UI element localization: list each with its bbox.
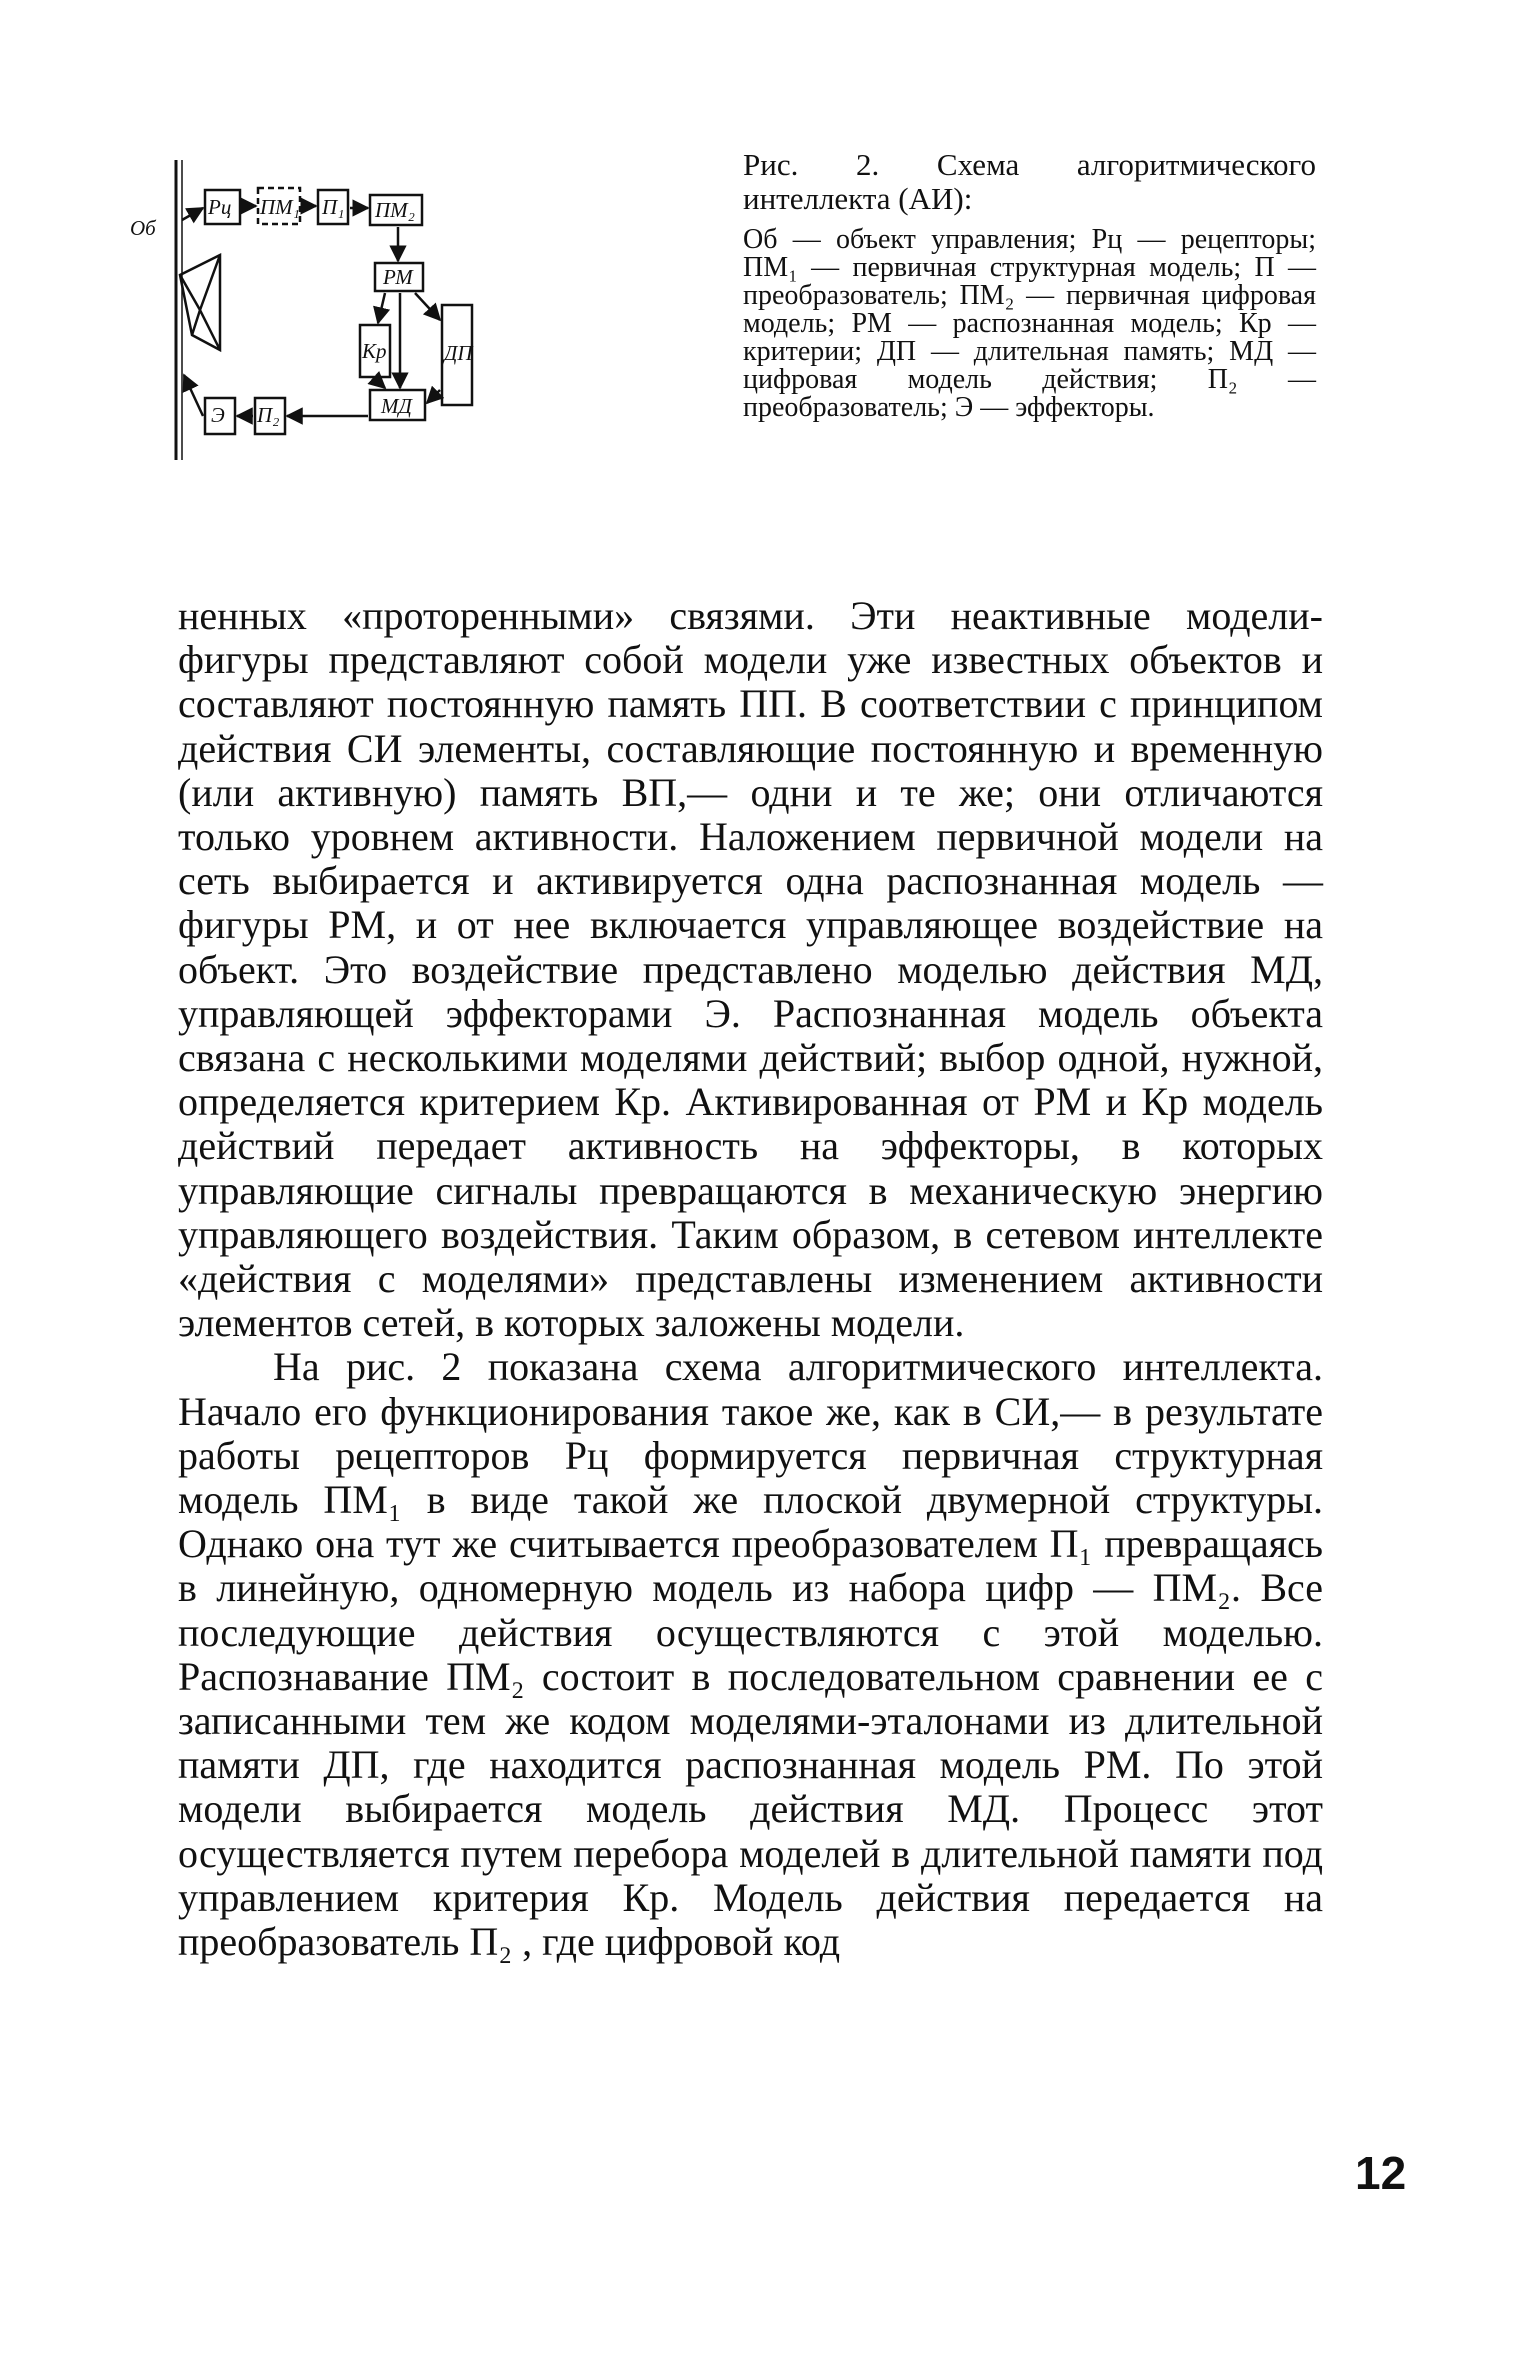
label-p1: П₁ — [322, 195, 345, 219]
paragraph: На рис. 2 показана схема алгоритмического интеллекта. Начало его функционирования такое же, как в СИ,— в результате работы рецепторов Рц формируется первичная структурная модель ПМ₁ в виде такой же плоской двумерной структуры. Однако она тут же считывается преобразователем П₁ превращаясь в линейную, одномерную модель из набора цифр — ПМ₂. Все последующие действия осуществляются с этой моделью. Распознавание ПМ₂ состоит в последовательном сравнении ее с записанными тем же кодом моделями-эталонами из длительной памяти ДП, где находится распознанная модель РМ. По этой модели выбирается модель действия МД. Процесс этот осуществляется путем перебора моделей в длительной памяти под управлением критерия Кр. Модель действия передается на преобразователь П₂ , где цифровой код — [178, 1344, 1323, 1965]
page-number: 12 — [1355, 2147, 1407, 2199]
label-kr: Кр — [362, 339, 387, 363]
object-shape — [180, 255, 220, 350]
label-dp: ДП — [444, 341, 473, 365]
caption-title: Рис. 2. Схема алгоритмического интеллекта (АИ): — [743, 147, 1316, 216]
label-rc: Рц — [208, 195, 232, 219]
label-pm2: ПМ₂ — [375, 198, 415, 222]
diagram-svg — [130, 160, 730, 460]
figure-caption — [743, 148, 1316, 422]
label-pm1: ПМ₁ — [260, 195, 300, 219]
body-text — [178, 594, 1323, 1964]
label-p2: П₂ — [257, 403, 280, 427]
algorithmic-intellect-diagram — [130, 160, 730, 460]
label-md: МД — [381, 394, 412, 418]
caption-legend: Об — объект управления; Рц — рецепторы; ПМ₁ — первичная структурная модель; П — преобразователь; ПМ₂ — первичная цифровая модель; РМ — распознанная модель; Кр — критерии; ДП — длительная память; МД — цифровая модель действия; П₂ — преобразователь; Э — эффекторы. — [743, 224, 1316, 423]
label-rm: РМ — [383, 265, 413, 289]
label-ob: Об — [130, 216, 156, 240]
label-e: Э — [211, 403, 225, 427]
paragraph: ненных «проторенными» связями. Эти неактивные модели-фигуры представляют собой модели уже известных объектов и составляют постоянную память ПП. В соответствии с принципом действия СИ элементы, составляющие постоянную и временную (или активную) память ВП,— одни и те же; они отличаются только уровнем активности. Наложением первичной модели на сеть выбирается и активируется одна распознанная модель — фигуры РМ, и от нее включается управляющее воздействие на объект. Это воздействие представлено моделью действия МД, управляющей эффекторами Э. Распознанная модель объекта связана с несколькими моделями действий; выбор одной, нужной, определяется критерием Кр. Активированная от РМ и Кр модель действий передает активность на эффекторы, в которых управляющие сигналы превращаются в механическую энергию управляющего воздействия. Таким образом, в сетевом интеллекте «действия с моделями» представлены изменением активности элементов сетей, в которых заложены модели. — [178, 593, 1323, 1346]
